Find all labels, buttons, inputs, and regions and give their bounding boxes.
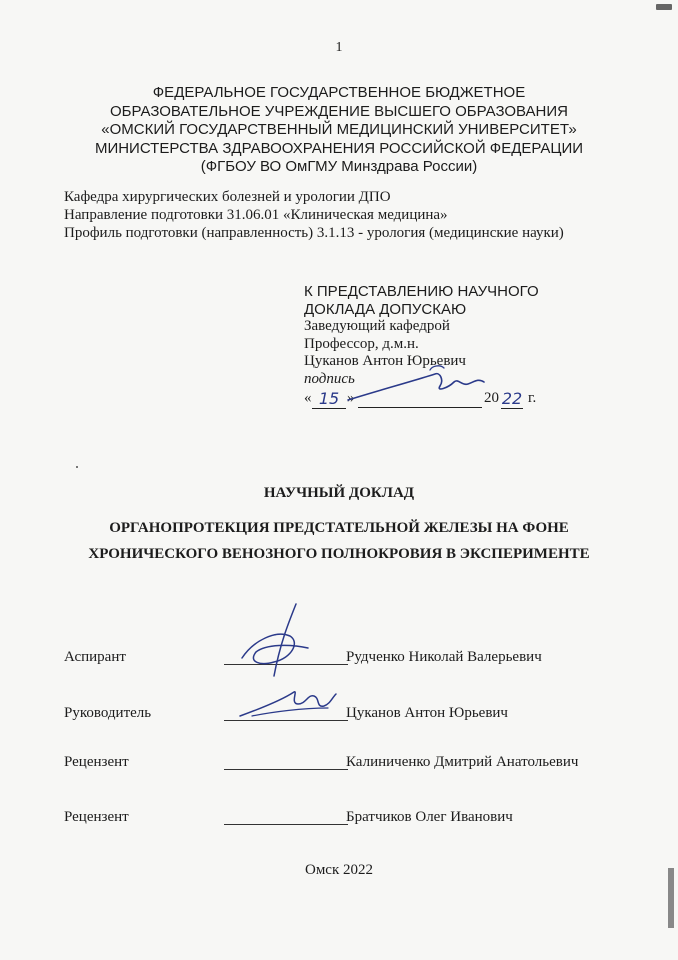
date-close-quote: » xyxy=(347,390,355,406)
signature-line xyxy=(224,824,348,825)
org-line: ОБРАЗОВАТЕЛЬНОЕ УЧРЕЖДЕНИЕ ВЫСШЕГО ОБРАЗОВАНИЯ xyxy=(110,102,568,120)
profile-line: Профиль подготовки (направленность) 3.1.13 - урология (медицинские науки) xyxy=(64,225,564,241)
signatory-row xyxy=(64,705,624,725)
approval-heading: К ПРЕДСТАВЛЕНИЮ НАУЧНОГО xyxy=(304,283,539,300)
approver-position: Заведующий кафедрой xyxy=(304,318,450,334)
signatory-role: Аспирант xyxy=(64,649,126,665)
org-line: МИНИСТЕРСТВА ЗДРАВООХРАНЕНИЯ РОССИЙСКОЙ ФЕДЕРАЦИИ xyxy=(94,139,584,157)
approver-signature xyxy=(340,360,490,410)
aspirant-signature xyxy=(236,600,316,680)
organization-header xyxy=(0,84,678,177)
department-info xyxy=(64,188,564,242)
scan-dot xyxy=(76,466,78,468)
signatory-name: Калиниченко Дмитрий Анатольевич xyxy=(346,754,579,770)
approver-name: Цуканов Антон Юрьевич xyxy=(304,353,466,369)
supervisor-signature xyxy=(232,682,342,722)
signatory-name: Рудченко Николай Валерьевич xyxy=(346,649,542,665)
approver-degree: Профессор, д.м.н. xyxy=(304,335,419,352)
date-year-suffix: 22 xyxy=(501,389,523,408)
org-line: (ФГБОУ ВО ОмГМУ Минздрава России) xyxy=(200,158,478,175)
signature-label: подпись xyxy=(304,370,355,387)
signatory-role: Рецензент xyxy=(64,754,129,770)
scan-edge-artifact xyxy=(668,868,674,928)
scan-artifact xyxy=(656,4,672,10)
approval-heading-2: ДОКЛАДА ДОПУСКАЮ xyxy=(304,300,467,318)
date-year-prefix: 20 xyxy=(484,390,499,406)
date-day: 15 xyxy=(312,390,346,409)
signatory-name: Цуканов Антон Юрьевич xyxy=(346,705,508,721)
city-year: Омск 2022 xyxy=(304,862,374,878)
subtitle-line-1: ОРГАНОПРОТЕКЦИЯ ПРЕДСТАТЕЛЬНОЙ ЖЕЛЕЗЫ НА ФОНЕ xyxy=(109,520,569,536)
signatory-name: Братчиков Олег Иванович xyxy=(346,809,513,825)
page-number: 1 xyxy=(335,40,343,55)
report-subtitle xyxy=(0,515,678,567)
org-line: «ОМСКИЙ ГОСУДАРСТВЕННЫЙ МЕДИЦИНСКИЙ УНИВЕРСИТЕТ» xyxy=(101,121,577,138)
date-open-quote: « xyxy=(304,390,312,406)
signature-line xyxy=(224,769,348,770)
department-line: Кафедра хирургических болезней и урологии ДПО xyxy=(64,189,391,205)
signatory-row xyxy=(64,754,624,774)
direction-line: Направление подготовки 31.06.01 «Клиническая медицина» xyxy=(64,207,448,223)
signatory-row xyxy=(64,649,624,669)
signatory-role: Рецензент xyxy=(64,809,129,825)
org-line: ФЕДЕРАЛЬНОЕ ГОСУДАРСТВЕННОЕ БЮДЖЕТНОЕ xyxy=(152,84,526,101)
signatory-role: Руководитель xyxy=(64,705,152,721)
subtitle-line-2: ХРОНИЧЕСКОГО ВЕНОЗНОГО ПОЛНОКРОВИЯ В ЭКСПЕРИМЕНТЕ xyxy=(88,546,590,562)
signatory-row xyxy=(64,809,624,829)
report-title: НАУЧНЫЙ ДОКЛАД xyxy=(263,485,415,501)
date-year-unit: г. xyxy=(528,390,537,406)
